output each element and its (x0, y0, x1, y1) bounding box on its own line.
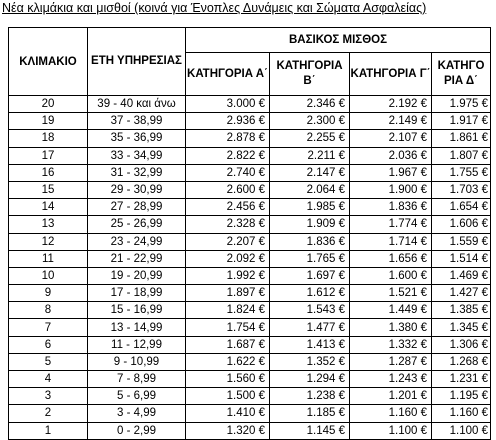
table-row (9, 96, 491, 113)
table-row (9, 130, 491, 147)
cell-category-c: 1.656 € (350, 250, 432, 267)
cell-category-c: 2.036 € (350, 147, 432, 164)
table-row (9, 250, 491, 267)
cell-category-d: 1.469 € (432, 267, 491, 284)
cell-category-b: 2.255 € (270, 130, 350, 147)
header-category-d: ΚΑΤΗΓΟ ΡΙΑ Δ΄ (432, 53, 491, 96)
cell-category-a: 1.992 € (186, 267, 270, 284)
header-eti-ypiresias: ΕΤΗ ΥΠΗΡΕΣΙΑΣ (88, 28, 186, 96)
cell-category-b: 1.477 € (270, 319, 350, 336)
cell-eti-ypiresias: 11 - 12,99 (88, 336, 186, 353)
cell-category-d: 1.100 € (432, 422, 491, 439)
cell-category-a: 2.207 € (186, 233, 270, 250)
cell-category-c: 1.160 € (350, 405, 432, 422)
cell-eti-ypiresias: 25 - 26,99 (88, 216, 186, 233)
cell-eti-ypiresias: 7 - 8,99 (88, 371, 186, 388)
cell-category-b: 1.238 € (270, 388, 350, 405)
cell-category-c: 1.449 € (350, 302, 432, 319)
cell-category-b: 1.145 € (270, 422, 350, 439)
cell-category-d: 1.559 € (432, 233, 491, 250)
cell-klimakio: 19 (9, 113, 88, 130)
header-category-a: ΚΑΤΗΓΟΡΙΑ Α΄ (186, 53, 270, 96)
cell-category-a: 2.600 € (186, 181, 270, 198)
cell-eti-ypiresias: 35 - 36,99 (88, 130, 186, 147)
cell-category-c: 1.243 € (350, 371, 432, 388)
cell-category-c: 2.192 € (350, 96, 432, 113)
cell-category-b: 1.294 € (270, 371, 350, 388)
cell-eti-ypiresias: 39 - 40 και άνω (88, 96, 186, 113)
cell-klimakio: 17 (9, 147, 88, 164)
cell-category-b: 1.765 € (270, 250, 350, 267)
cell-category-d: 1.231 € (432, 371, 491, 388)
cell-category-b: 2.300 € (270, 113, 350, 130)
cell-eti-ypiresias: 23 - 24,99 (88, 233, 186, 250)
cell-category-c: 1.380 € (350, 319, 432, 336)
cell-eti-ypiresias: 13 - 14,99 (88, 319, 186, 336)
cell-eti-ypiresias: 31 - 32,99 (88, 164, 186, 181)
table-row (9, 233, 491, 250)
table-row (9, 302, 491, 319)
header-klimakio: ΚΛΙΜΑΚΙΟ (9, 28, 88, 96)
cell-category-b: 1.185 € (270, 405, 350, 422)
cell-eti-ypiresias: 3 - 4,99 (88, 405, 186, 422)
cell-klimakio: 15 (9, 181, 88, 198)
table-body (9, 96, 491, 440)
cell-klimakio: 11 (9, 250, 88, 267)
cell-klimakio: 7 (9, 319, 88, 336)
cell-klimakio: 2 (9, 405, 88, 422)
cell-category-b: 1.909 € (270, 216, 350, 233)
cell-category-c: 2.149 € (350, 113, 432, 130)
header-category-c: ΚΑΤΗΓΟΡΙΑ Γ΄ (350, 53, 432, 96)
cell-category-d: 1.606 € (432, 216, 491, 233)
cell-category-a: 1.897 € (186, 285, 270, 302)
cell-eti-ypiresias: 17 - 18,99 (88, 285, 186, 302)
cell-category-d: 1.427 € (432, 285, 491, 302)
cell-category-d: 1.917 € (432, 113, 491, 130)
cell-eti-ypiresias: 27 - 28,99 (88, 199, 186, 216)
cell-category-c: 1.521 € (350, 285, 432, 302)
cell-category-d: 1.306 € (432, 336, 491, 353)
cell-category-c: 1.774 € (350, 216, 432, 233)
cell-category-c: 1.287 € (350, 353, 432, 370)
cell-eti-ypiresias: 15 - 16,99 (88, 302, 186, 319)
cell-category-a: 2.456 € (186, 199, 270, 216)
table-row (9, 267, 491, 284)
cell-category-c: 1.332 € (350, 336, 432, 353)
cell-category-d: 1.385 € (432, 302, 491, 319)
cell-category-b: 1.985 € (270, 199, 350, 216)
cell-category-a: 2.822 € (186, 147, 270, 164)
cell-category-a: 1.622 € (186, 353, 270, 370)
cell-category-d: 1.703 € (432, 181, 491, 198)
header-category-b: ΚΑΤΗΓΟΡΙΑ Β΄ (270, 53, 350, 96)
cell-category-c: 1.201 € (350, 388, 432, 405)
cell-category-a: 2.740 € (186, 164, 270, 181)
cell-klimakio: 3 (9, 388, 88, 405)
cell-eti-ypiresias: 0 - 2,99 (88, 422, 186, 439)
cell-klimakio: 18 (9, 130, 88, 147)
cell-eti-ypiresias: 9 - 10,99 (88, 353, 186, 370)
table-row (9, 113, 491, 130)
cell-category-a: 1.824 € (186, 302, 270, 319)
cell-category-d: 1.755 € (432, 164, 491, 181)
cell-eti-ypiresias: 37 - 38,99 (88, 113, 186, 130)
cell-category-c: 1.967 € (350, 164, 432, 181)
cell-category-d: 1.807 € (432, 147, 491, 164)
cell-klimakio: 16 (9, 164, 88, 181)
table-row (9, 388, 491, 405)
cell-category-d: 1.195 € (432, 388, 491, 405)
cell-category-a: 1.560 € (186, 371, 270, 388)
cell-category-b: 1.352 € (270, 353, 350, 370)
cell-category-b: 2.064 € (270, 181, 350, 198)
cell-category-d: 1.160 € (432, 405, 491, 422)
cell-klimakio: 13 (9, 216, 88, 233)
cell-category-d: 1.514 € (432, 250, 491, 267)
cell-category-c: 1.100 € (350, 422, 432, 439)
cell-category-b: 1.612 € (270, 285, 350, 302)
cell-category-d: 1.861 € (432, 130, 491, 147)
cell-eti-ypiresias: 21 - 22,99 (88, 250, 186, 267)
cell-category-a: 1.754 € (186, 319, 270, 336)
page-title: Νέα κλιμάκια και μισθοί (κοινά για Ένοπλες Δυνάμεις και Σώματα Ασφαλείας) (2, 1, 427, 15)
cell-category-d: 1.975 € (432, 96, 491, 113)
table-row (9, 199, 491, 216)
table-row (9, 216, 491, 233)
cell-category-b: 1.413 € (270, 336, 350, 353)
cell-klimakio: 6 (9, 336, 88, 353)
cell-category-a: 2.936 € (186, 113, 270, 130)
table-row (9, 353, 491, 370)
cell-category-c: 1.900 € (350, 181, 432, 198)
cell-klimakio: 8 (9, 302, 88, 319)
cell-klimakio: 4 (9, 371, 88, 388)
cell-category-a: 2.878 € (186, 130, 270, 147)
cell-category-c: 1.836 € (350, 199, 432, 216)
table-row (9, 371, 491, 388)
table-row (9, 319, 491, 336)
cell-klimakio: 1 (9, 422, 88, 439)
cell-klimakio: 10 (9, 267, 88, 284)
table-row (9, 336, 491, 353)
header-vasikos-misthos: ΒΑΣΙΚΟΣ ΜΙΣΘΟΣ (186, 28, 491, 53)
cell-category-d: 1.268 € (432, 353, 491, 370)
table-row (9, 147, 491, 164)
header-row-top (9, 28, 491, 53)
cell-category-a: 1.410 € (186, 405, 270, 422)
cell-category-b: 1.697 € (270, 267, 350, 284)
cell-category-c: 1.600 € (350, 267, 432, 284)
table-row (9, 405, 491, 422)
cell-category-c: 2.107 € (350, 130, 432, 147)
cell-category-b: 2.346 € (270, 96, 350, 113)
cell-category-a: 3.000 € (186, 96, 270, 113)
table-row (9, 422, 491, 439)
cell-category-d: 1.345 € (432, 319, 491, 336)
cell-klimakio: 12 (9, 233, 88, 250)
salary-table (8, 27, 491, 440)
cell-category-d: 1.654 € (432, 199, 491, 216)
cell-category-b: 1.543 € (270, 302, 350, 319)
cell-eti-ypiresias: 19 - 20,99 (88, 267, 186, 284)
cell-klimakio: 9 (9, 285, 88, 302)
cell-klimakio: 14 (9, 199, 88, 216)
cell-eti-ypiresias: 5 - 6,99 (88, 388, 186, 405)
cell-eti-ypiresias: 29 - 30,99 (88, 181, 186, 198)
table-row (9, 181, 491, 198)
table-row (9, 164, 491, 181)
cell-category-a: 2.328 € (186, 216, 270, 233)
cell-category-a: 1.320 € (186, 422, 270, 439)
cell-klimakio: 20 (9, 96, 88, 113)
cell-category-b: 1.836 € (270, 233, 350, 250)
cell-category-a: 2.092 € (186, 250, 270, 267)
cell-klimakio: 5 (9, 353, 88, 370)
cell-category-a: 1.500 € (186, 388, 270, 405)
cell-category-b: 2.211 € (270, 147, 350, 164)
cell-eti-ypiresias: 33 - 34,99 (88, 147, 186, 164)
cell-category-b: 2.147 € (270, 164, 350, 181)
cell-category-a: 1.687 € (186, 336, 270, 353)
table-row (9, 285, 491, 302)
cell-category-c: 1.714 € (350, 233, 432, 250)
